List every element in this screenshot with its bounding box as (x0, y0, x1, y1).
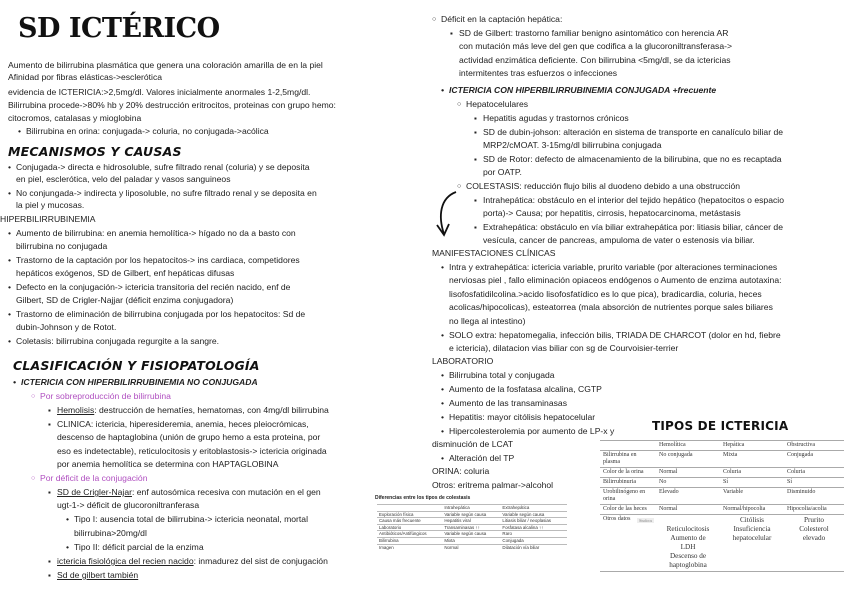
tipos-table-cell: No conjugada (656, 451, 720, 468)
tipos-otros-line: Citólisis (740, 516, 764, 524)
hiper-item-5: • Coletasis: bilirrubina conjugada regurgite a la sangre. (16, 336, 219, 347)
clasificacion-heading: CLASIFICACIÓN Y FISIOPATOLOGÍA (13, 358, 260, 373)
hepatitis-item: ▪ Hepatitis agudas y trastornos crónicos (483, 113, 629, 124)
conjugada-heading: • ICTERICIA CON HIPERBILIRRUBINEMIA CONJUGADA +frecuente (449, 85, 716, 96)
tipos-otros-line: Aumento de (670, 534, 706, 542)
hiper-item-2-cont: hepáticos exógenos, SD de Gilbert, enf hepáticas difusas (16, 268, 235, 278)
tipos-otros-cell (639, 515, 720, 572)
hiper-item-1: • Aumento de bilirrubina: en anemia hemolítica-> hígado no da a basto con (16, 228, 296, 239)
mecanismos-heading: MECANISMOS Y CAUSAS (8, 144, 182, 159)
tipos-header-cell: Hepática (720, 441, 784, 451)
manif-item-1-line-4: acolicas/hipocolicas), esteatorrea (mala absorción de nutrientes porque sales biliares (449, 302, 773, 312)
manif-item-1-line-2: nerviosas piel , fallo eliminación opiaceos endógenos o Aumento de enzima autotaxina: (449, 275, 782, 285)
tipo-1-item: • Tipo I: ausencia total de bilirrubina-> ictericia neonatal, mortal (74, 514, 308, 525)
hiper-item-4: • Trastorno de eliminación de bilirrubina conjugada por los hepatocitos: Sd de (16, 309, 305, 320)
intro-line-5: citocromos, catalasas y mioglobina (8, 113, 142, 123)
lab-item-6: • Alteración del TP (449, 453, 514, 464)
tipos-otros-line: hepatocelular (732, 534, 772, 542)
tipos-otros-line: elevado (802, 534, 826, 542)
mini-table-cell: Transaminasas ↑↑ (442, 524, 500, 531)
intro-line-2: Afinidad por fibras elásticas->esclerótica (8, 72, 163, 82)
mini-table-title: Diferencias entre los tipos de colestasis (375, 495, 471, 501)
gilbert-desc-3: actividad enzimática deficiente. Con bilirrubina <5mg/dl, se da ictericias (459, 55, 731, 65)
tipos-table-cell: Elevado (656, 488, 720, 505)
orina-line: ORINA: coluria (432, 466, 490, 476)
mini-table-cell: Exploración física (377, 511, 442, 518)
mecanismos-item-2: • No conjungada-> indirecta y liposoluble, no sufre filtrado renal y se deposita en (16, 188, 317, 199)
mini-table-row (377, 544, 567, 550)
mini-table-cell: Variable según causa (442, 531, 500, 538)
dubin-johnson-item: ▪ SD de dubin-johson: alteración en sistema de transporte en canalículo biliar de (483, 127, 783, 138)
mini-table-cell: Hepatitis viral (442, 518, 500, 525)
tipos-otros-cell (720, 515, 784, 572)
ictericia-fisiologica-text: : inmadurez del sist de conjugación (193, 556, 328, 566)
tipos-table-cell: Urobilinógeno en orina (600, 488, 656, 505)
tipos-header-cell (600, 441, 656, 451)
intrahepatica-item: ▪ Intrahepática: obstáculo en el interior del tejido hepático (hepatocitos o espacio (483, 195, 784, 206)
tipos-otros-line: LDH (680, 543, 696, 551)
mini-table-row (377, 531, 567, 538)
clinica-line-3: eso es indetectable), reticulocitosis y eritoblastosis-> ictericia originada (57, 446, 327, 456)
mini-table-cell: Variable según causa (500, 511, 567, 518)
mini-table-cell: Conjugada (500, 537, 567, 544)
tipos-table-cell: Coluria (720, 468, 784, 478)
tipos-table-header (600, 441, 844, 451)
hiper-item-4-cont: dubin-Johnson y de Rotot. (16, 322, 117, 332)
gilbert-item: ▪ Sd de gilbert también (57, 570, 138, 581)
ictericia-fisiologica-item (57, 556, 328, 567)
extrahepatica-cont: vesícula, cancer de pancreas, ampuloma de vater o estenosis via biliar. (483, 235, 755, 245)
hepatocelulares-label: ○ Hepatocelulares (466, 99, 528, 110)
mini-table-cell: Causa más frecuente (377, 518, 442, 525)
hiper-item-3: • Defecto en la conjugación-> ictericia transitoria del recién nacido, enf de (16, 282, 290, 293)
tipos-table-cell: No (656, 478, 720, 488)
intrahepatica-cont: porta)-> Causa; por hepatitis, cirrosis, hepatocarcinoma, metástasis (483, 208, 741, 218)
manif-item-1-line-5: no llega al intestino) (449, 316, 526, 326)
intro-bullet: • Bilirrubina en orina: conjugada-> coluria, no conjugada->acólica (26, 126, 269, 137)
studocu-stamp: Studocu (639, 518, 653, 523)
tipos-table-cell: Mixta (720, 451, 784, 468)
hemolisis-item (57, 405, 329, 416)
clasif-subheading: • ICTERICIA CON HIPERBILIRRUBINEMIA NO CONJUGADA (21, 377, 258, 388)
tipos-table-row (600, 478, 844, 488)
tipos-table-row (600, 488, 844, 505)
tipos-table-cell: Sí (784, 478, 844, 488)
tipos-table-cell: Bilirrubina en plasma (600, 451, 656, 468)
tipos-otros-line: haptoglobina (669, 561, 707, 569)
tipos-otros-row (600, 515, 844, 572)
tipos-otros-line: Descenso de (669, 552, 707, 560)
lab-item-5-cont: disminución de LCAT (432, 439, 514, 449)
page-title: SD ICTÉRICO (18, 13, 220, 44)
lab-item-2: • Aumento de la fosfatasa alcalina, CGTP (449, 384, 602, 395)
tipos-table-cell: Color de la orina (600, 468, 656, 478)
tipos-otros-line: Reticulocitosis (666, 525, 710, 533)
tipos-otros-line: Insuficiencia (733, 525, 771, 533)
tipos-header-cell: Hemolítica (656, 441, 720, 451)
manif-item-2: • SOLO extra: hepatomegalia, infección bilis, TRIADA DE CHARCOT (dolor en hd, fiebre (449, 330, 781, 341)
mini-table-cell: Variable según causa (442, 511, 500, 518)
tipos-table-cell: Conjugada (784, 451, 844, 468)
deficit-conjugacion-label: ○ Por déficit de la conjugación (40, 473, 148, 484)
mini-table-cell: Dilatación vía biliar (500, 544, 567, 550)
tipos-table-row (600, 505, 844, 515)
mini-table-cell: Antibióticos/Antifúngicos (377, 531, 442, 538)
tipos-otros-line: Colesterol (799, 525, 829, 533)
sobreproduccion-label: ○ Por sobreproducción de bilirrubina (40, 391, 171, 402)
otros-line: Otros: eritrema palmar->alcohol (432, 480, 554, 490)
hiper-item-3-cont: Gilbert, SD de Crigler-Najjar (déficit enzima conjugadora) (16, 295, 234, 305)
mini-table-cell (377, 505, 442, 512)
ictericia-fisiologica-term: ictericia fisiológica del recien nacido (57, 556, 194, 566)
tipos-table-cell: Hipocolia/acolia (784, 505, 844, 515)
crigler-najjar-cont: ugt-1-> déficit de glucoroniltranferasa (57, 500, 200, 510)
mini-table-cell: Litiasis biliar / neoplasias (500, 518, 567, 525)
mini-table-row (377, 537, 567, 544)
laboratorio-heading: LABORATORIO (432, 356, 494, 366)
tipo-1-cont: bilirrubina>20mg/dl (74, 528, 147, 538)
tipos-table-row (600, 468, 844, 478)
clinica-item: ▪ CLINICA: ictericia, hiperesideremia, anemia, heces pleiocrómicas, (57, 419, 309, 430)
gilbert-desc-2: con mutación más leve del gen que codifica a la glucoroniltransferasa-> (459, 41, 733, 51)
manifestaciones-heading: MANIFESTACIONES CLÍNICAS (432, 248, 556, 258)
intro-line-3: evidencia de ICTERICIA:>2,5mg/dl. Valores inicialmente anormales 1-2,5mg/dl. (8, 87, 311, 97)
mecanismos-item-1: • Conjugada-> directa e hidrosoluble, sufre filtrado renal (coluria) y se deposita (16, 162, 310, 173)
manif-item-2-cont: e ictericia), dilatacion vias biliar con sg de Courvoisier-terrier (449, 343, 679, 353)
colestasis-label: ○ COLESTASIS: reducción flujo bilis al duodeno debido a una obstrucción (466, 181, 740, 192)
tipos-table-cell: Disminuido (784, 488, 844, 505)
colestasis-table (377, 504, 567, 550)
mini-table-cell: Bilirrubina (377, 537, 442, 544)
lab-item-1: • Bilirrubina total y conjugada (449, 370, 555, 381)
lab-item-5: • Hipercolesterolemia por aumento de LP-x y (449, 426, 614, 437)
tipos-table-cell: Coluria (784, 468, 844, 478)
mecanismos-item-2-cont: la piel y mucosas. (16, 200, 85, 210)
clinica-line-4: por anemia hemolítica se determina con HAPTAGLOBINA (57, 459, 279, 469)
tipos-table-cell: Sí (720, 478, 784, 488)
mini-table-row (377, 511, 567, 518)
lab-item-3: • Aumento de las transaminasas (449, 398, 567, 409)
tipos-header-cell: Obstructiva (784, 441, 844, 451)
mini-table-row (377, 505, 567, 512)
lab-item-4: • Hepatitis: mayor citólisis hepatocelular (449, 412, 595, 423)
tipos-otros-line: Prurito (804, 516, 824, 524)
deficit-captacion-label: ○ Déficit en la captación hepática: (441, 14, 562, 25)
tipos-table-cell: Bilirrubinuria (600, 478, 656, 488)
crigler-najjar-term: SD de Crigler-Najar (57, 487, 132, 497)
tipo-2-item: • Tipo II: déficit parcial de la enzima (74, 542, 204, 553)
mini-table-cell: Mixta (442, 537, 500, 544)
manif-item-1-line-3: lisofosfatidilcolina.>acido lisofosfatídico es lo que pica), bradicardia, coluria, heces (449, 289, 762, 299)
mini-table-row (377, 524, 567, 531)
mini-table-cell: Extrahepática (500, 505, 567, 512)
tipos-heading: TIPOS DE ICTERICIA (652, 419, 789, 433)
tipos-otros-cell (784, 515, 844, 572)
intro-line-1: Aumento de bilirrubina plasmática que genera una coloración amarilla de en la piel (8, 60, 323, 70)
tipos-table-cell: Normal/hipocolia (720, 505, 784, 515)
manif-item-1: • Intra y extrahepática: ictericia variable, prurito variable (por alteraciones terminaciones (449, 262, 777, 273)
gilbert-desc: ▪ SD de Gilbert: trastorno familiar benigno asintomático con herencia AR (459, 28, 728, 39)
curved-arrow-icon (432, 188, 462, 240)
tipos-table-cell: Normal (656, 505, 720, 515)
dubin-johnson-cont: MRP2/cMOAT. 3-15mg/dl bilirrubina conjugada (483, 140, 662, 150)
hemolisis-term: Hemolisis (57, 405, 95, 415)
hiperbilirrubinemia-label: HIPERBILIRRUBINEMIA (0, 214, 96, 224)
mecanismos-item-1-cont: en piel, esclerótica, velo del paladar y vasos sanguineos (16, 174, 231, 184)
hemolisis-text: : destrucción de hematíes, hematomas, con 4mg/dl bilirrubina (94, 405, 329, 415)
tipos-table (600, 440, 844, 572)
mini-table-row (377, 518, 567, 525)
hiper-item-1-cont: bilirrubina no conjugada (16, 241, 108, 251)
mini-table-cell: Intrahepática (442, 505, 500, 512)
mini-table-cell: Raro (500, 531, 567, 538)
mini-table-cell: Normal (442, 544, 500, 550)
intro-line-4: Bilirrubina procede->80% hb y 20% destrucción eritrocitos, proteinas con grupo hemo: (8, 100, 336, 110)
crigler-najjar-item (57, 487, 321, 498)
extrahepatica-item: ▪ Extrahepática: obstáculo en vía biliar extrahepática por: litiasis biliar, cáncer de (483, 222, 783, 233)
rotor-cont: por OATP. (483, 167, 522, 177)
tipos-table-cell: Variable (720, 488, 784, 505)
tipos-table-cell: Color de las heces (600, 505, 656, 515)
crigler-najjar-text: : enf autosómica recesiva con mutación en el gen (131, 487, 321, 497)
tipos-otros-label: Otros datos (600, 515, 656, 572)
mini-table-cell: Fosfatasa alcalina ↑↑ (500, 524, 567, 531)
rotor-item: ▪ SD de Rotor: defecto de almacenamiento de la bilirubina, que no es recaptada (483, 154, 782, 165)
tipos-table-cell: Normal (656, 468, 720, 478)
mini-table-cell: Laboratorio (377, 524, 442, 531)
clinica-line-2: descenso de haptaglobina (unión de grupo hemo a esta proteina, por (57, 432, 321, 442)
mini-table-cell: Imagen (377, 544, 442, 550)
hiper-item-2: • Trastorno de la captación por los hepatocitos-> ins cardiaca, competidores (16, 255, 300, 266)
tipos-table-row (600, 451, 844, 468)
gilbert-desc-4: intermitentes tras esfuerzos o infecciones (459, 68, 618, 78)
